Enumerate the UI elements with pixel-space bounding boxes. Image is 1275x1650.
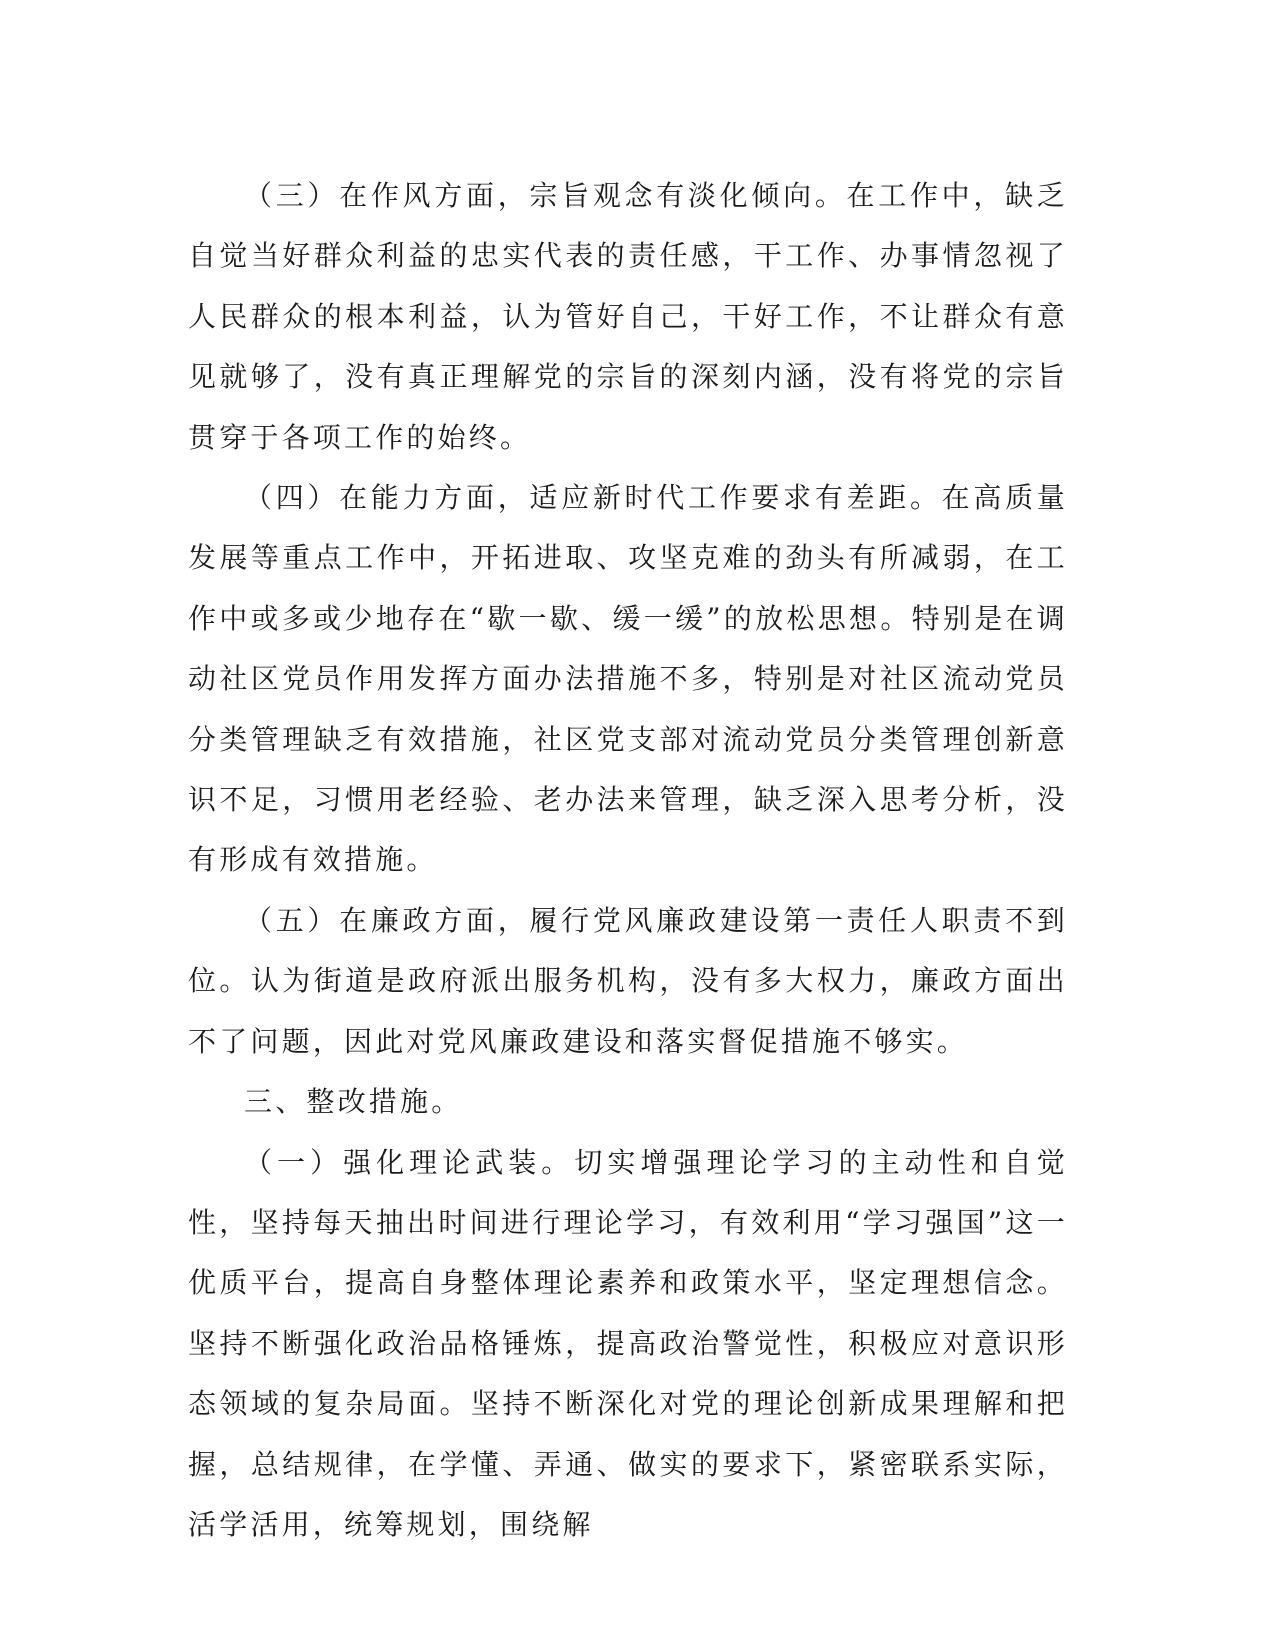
paragraph-integrity: （五）在廉政方面，履行党风廉政建设第一责任人职责不到位。认为街道是政府派出服务机构，没有多大权力，廉政方面出不了问题，因此对党风廉政建设和落实督促措施不够实。 [188,903,1068,1058]
paragraph-theory: （一）强化理论武装。切实增强理论学习的主动性和自觉性，坚持每天抽出时间进行理论学习，有效利用“学习强国”这一优质平台，提高自身整体理论素养和政策水平，坚定理想信念。坚持不断强化政治品格锤炼，提高政治警觉性，积极应对意识形态领域的复杂局面。坚持不断深化对党的理论创新成果理解和把握，总结规律，在学懂、弄通、做实的要求下，紧密联系实际，活学活用，统筹规划，围绕解 [188,1145,1068,1541]
paragraph-ability: （四）在能力方面，适应新时代工作要求有差距。在高质量发展等重点工作中，开拓进取、攻坚克难的劲头有所减弱，在工作中或多或少地存在“歇一歇、缓一缓”的放松思想。特别是在调动社区党员作用发挥方面办法措施不多，特别是对社区流动党员分类管理缺乏有效措施，社区党支部对流动党员分类管理创新意识不足，习惯用老经验、老办法来管理，缺乏深入思考分析，没有形成有效措施。 [188,481,1068,877]
document-body [188,166,1068,1555]
paragraph-work-style: （三）在作风方面，宗旨观念有淡化倾向。在工作中，缺乏自觉当好群众利益的忠实代表的责任感，干工作、办事情忽视了人民群众的根本利益，认为管好自己，干好工作，不让群众有意见就够了，没有真正理解党的宗旨的深刻内涵，没有将党的宗旨贯穿于各项工作的始终。 [188,179,1068,454]
section-heading: 三、整改措施。 [244,1085,463,1119]
